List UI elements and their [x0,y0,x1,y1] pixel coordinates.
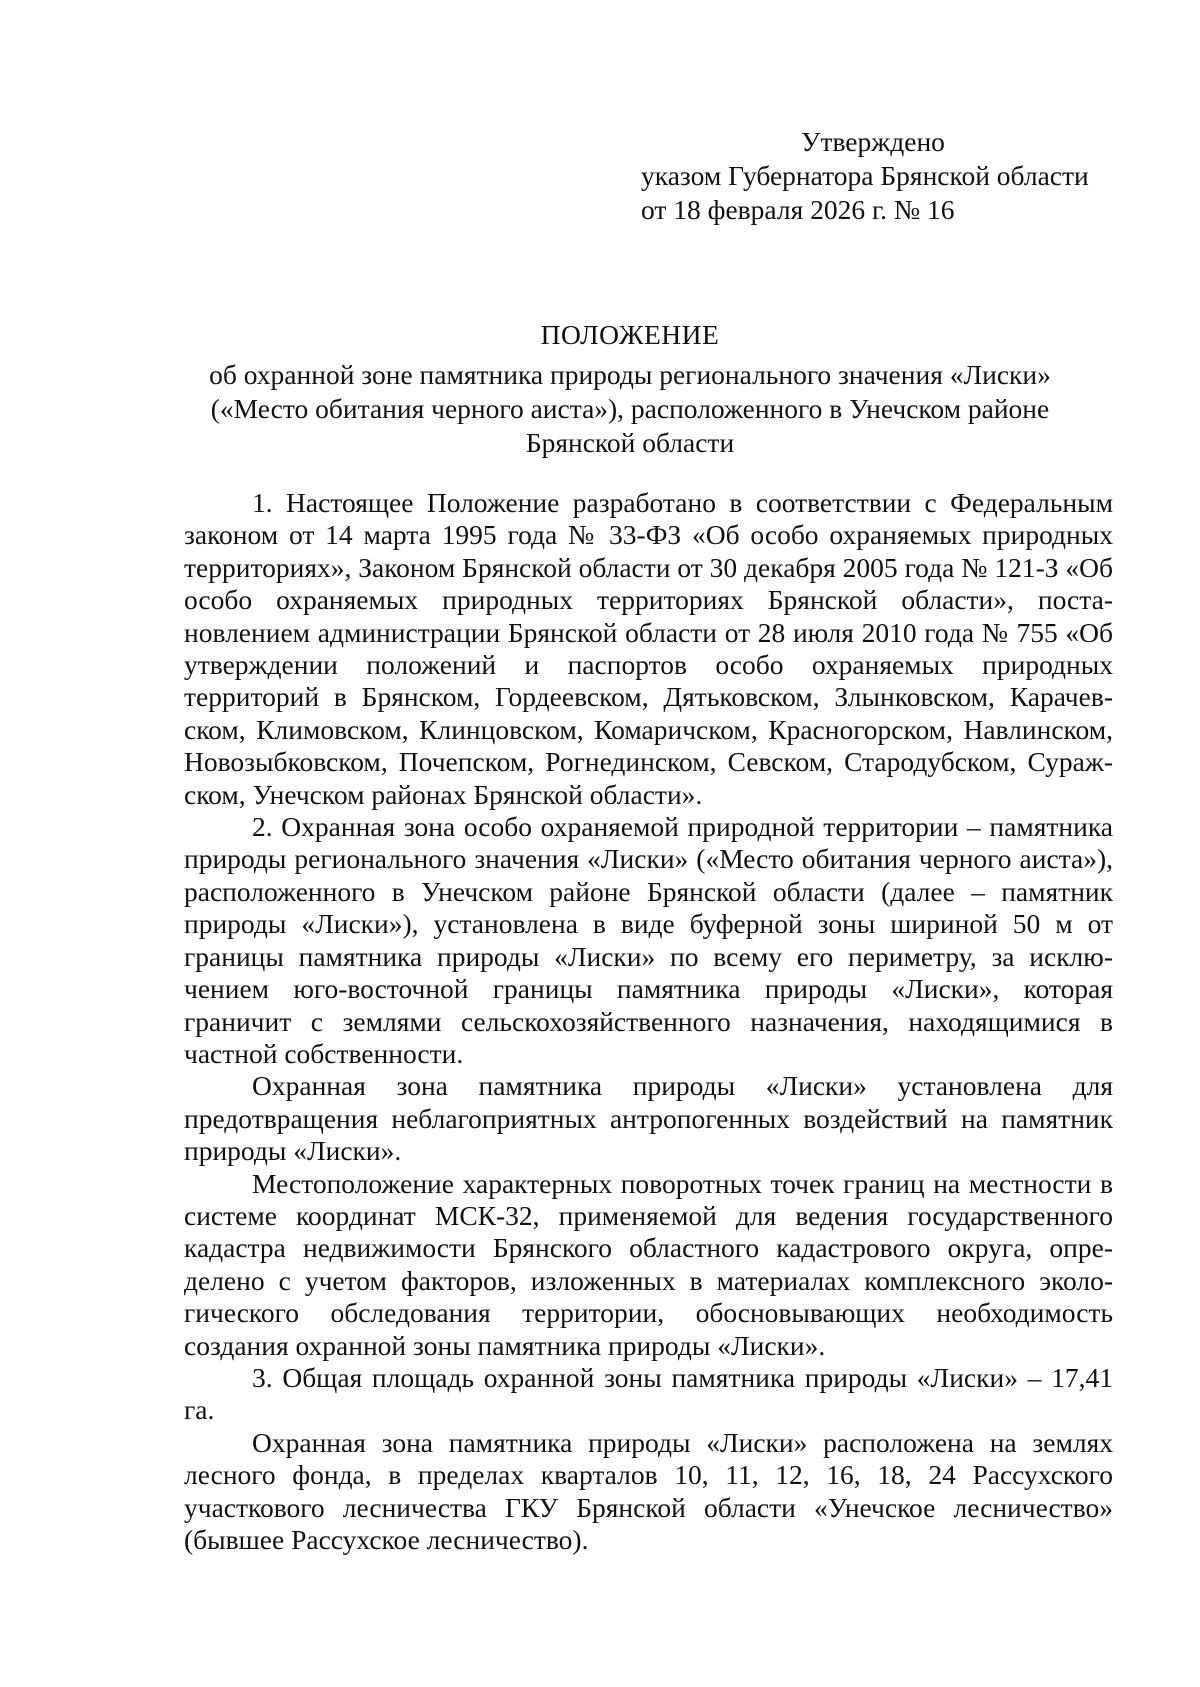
paragraph-2-purpose: Охранная зона памятника природы «Лиски» установлена для предотвращения неблагоприятных антропогенных воздействий на памятник природы «Лиски». [184,1070,1113,1167]
approval-line-approved: Утверждено [801,126,945,157]
document-title-block [190,318,1070,460]
approval-stamp [641,125,1089,227]
paragraph-2-buffer-zone: 2. Охранная зона особо охраняемой природной территории – памятника природы регионального значения «Лиски» («Место обитания черного аиста»), расположенного в Унечском районе Брянской области (далее – памятник природы «Лиски»), установлена в виде буферной зоны шириной 50 м от границы памятника природы «Лиски» по всему его периметру, за исключением юго-восточной границы памятника природы «Лиски», которая граничит с землями сельскохозяйственного назначения, находящимися в частной собственности. [184,811,1113,1069]
paragraph-3-area: 3. Общая площадь охранной зоны памятника природы «Лиски» – 17,41 га. [184,1361,1113,1426]
document-heading: ПОЛОЖЕНИЕ [540,319,720,350]
document-subtitle-line-3: Брянской области [525,427,735,458]
approval-line-date-number: от 18 февраля 2026 г. № 16 [641,194,955,225]
approval-line-decree: указом Губернатора Брянской области [641,160,1089,191]
document-body [184,487,1113,1556]
document-subtitle-line-1: об охранной зоне памятника природы регионального значения «Лиски» [209,359,1051,390]
document-subtitle-line-2: («Место обитания черного аиста»), расположенного в Унечском районе [210,393,1050,424]
paragraph-2-coordinates: Местоположение характерных поворотных точек границ на местности в системе координат МСК-32, применяемой для ведения государственного кадастра недвижимости Брянского областного кадастрового округа, определено с учетом факторов, изложенных в материалах комплексного экологического обследования территории, обосновывающих необходимость создания охранной зоны памятника природы «Лиски». [184,1167,1113,1361]
paragraph-3-location: Охранная зона памятника природы «Лиски» расположена на землях лесного фонда, в пределах кварталов 10, 11, 12, 16, 18, 24 Рассухского участкового лесничества ГКУ Брянской области «Унечское лесничество» (бывшее Рассухское лесничество). [184,1426,1113,1555]
paragraph-1-legal-basis: 1. Настоящее Положение разработано в соответствии с Федеральным законом от 14 марта 1995 года № 33-ФЗ «Об особо охраняемых природных территориях», Законом Брянской области от 30 декабря 2005 года № 121-З «Об особо охраняемых природных территориях Брянской области», постановлением администрации Брянской области от 28 июля 2010 года № 755 «Об утверждении положений и паспортов особо охраняемых природных территорий в Брянском, Гордеевском, Дятьковском, Злынковском, Карачевском, Климовском, Клинцовском, Комаричском, Красногорском, Навлинском, Новозыбковском, Почепском, Рогнединском, Севском, Стародубском, Суражском, Унечском районах Брянской области». [184,487,1113,810]
